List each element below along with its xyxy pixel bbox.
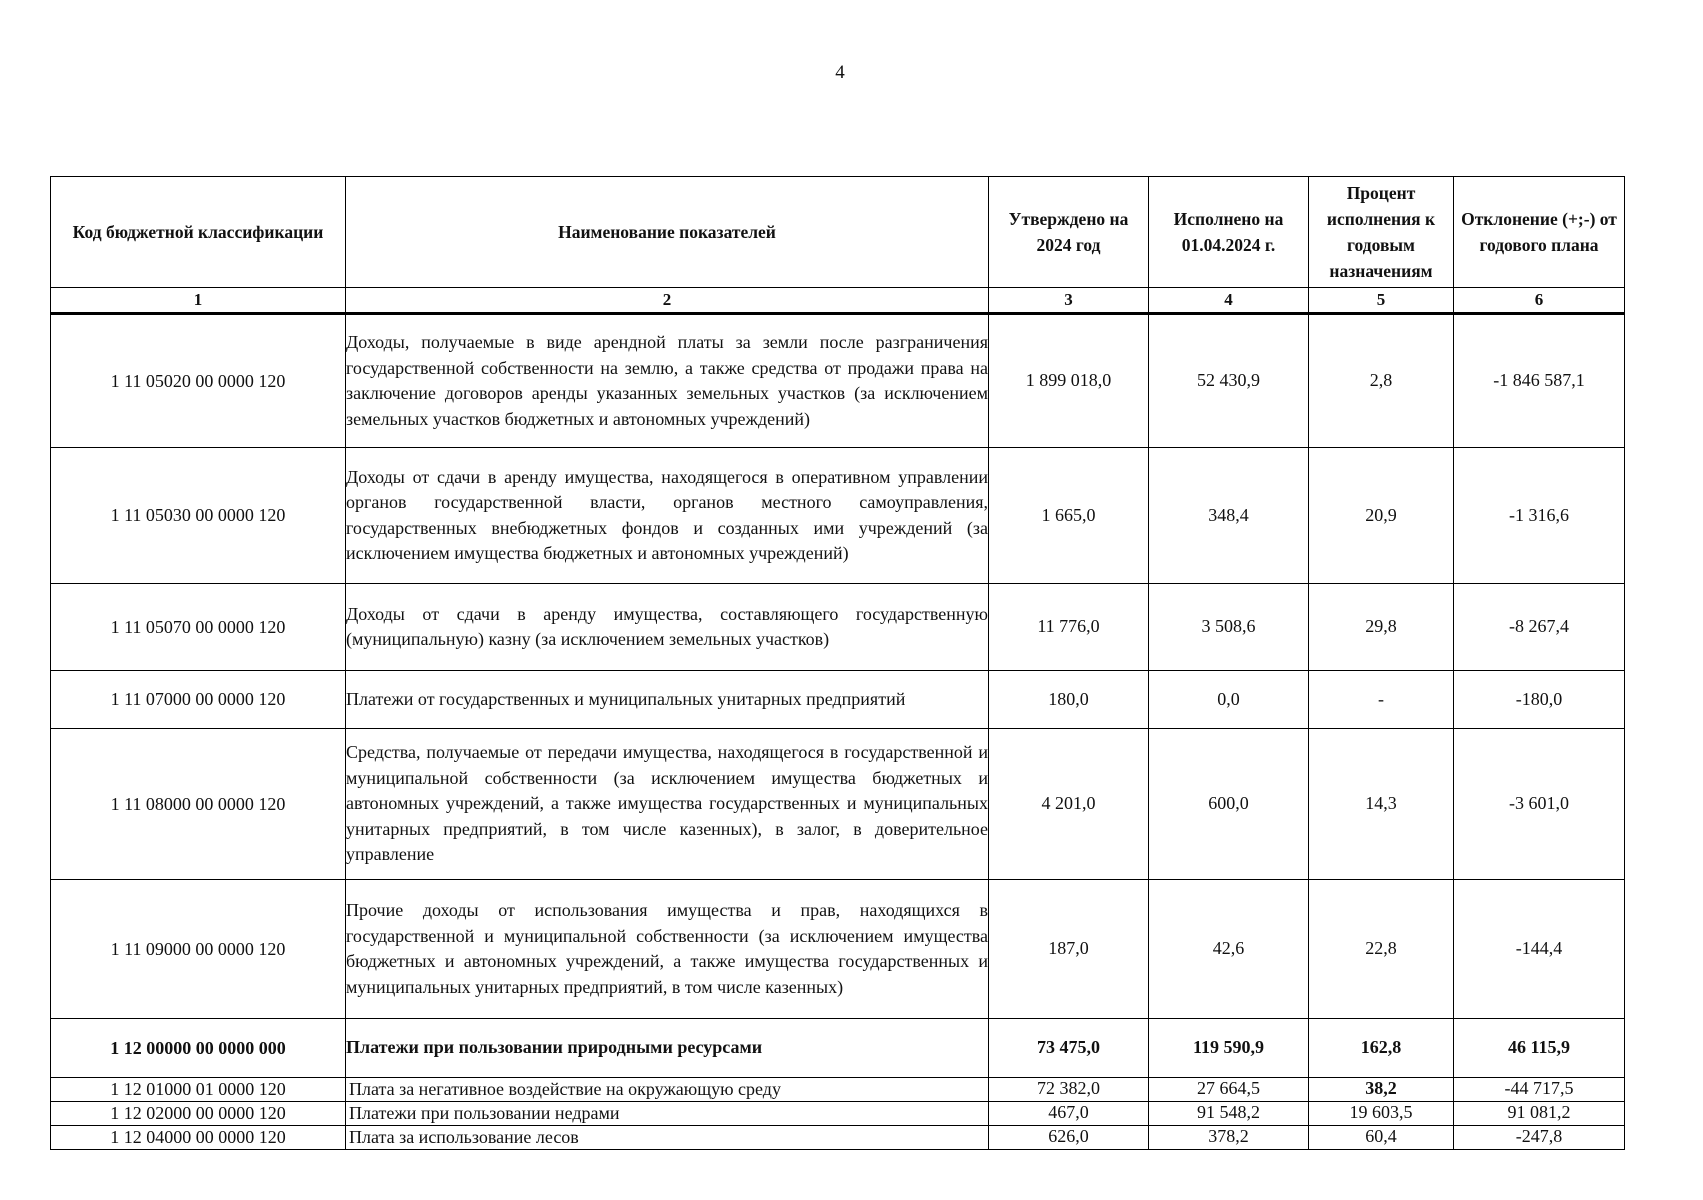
row-deviation: -8 267,4 (1454, 584, 1625, 671)
row-approved: 4 201,0 (989, 729, 1149, 880)
table-row (51, 880, 1625, 1019)
column-number: 5 (1309, 288, 1454, 314)
row-approved: 1 665,0 (989, 448, 1149, 584)
row-code: 1 11 08000 00 0000 120 (51, 729, 346, 880)
row-percent: 22,8 (1309, 880, 1454, 1019)
row-code: 1 11 09000 00 0000 120 (51, 880, 346, 1019)
row-approved: 73 475,0 (989, 1019, 1149, 1078)
row-executed: 119 590,9 (1149, 1019, 1309, 1078)
row-percent: 162,8 (1309, 1019, 1454, 1078)
row-code: 1 12 02000 00 0000 120 (51, 1102, 346, 1126)
header-percent: Процент исполнения к годовым назначениям (1309, 177, 1454, 288)
row-executed: 91 548,2 (1149, 1102, 1309, 1126)
row-name: Доходы от сдачи в аренду имущества, составляющего государственную (муниципальную) казну (за исключением земельных участков) (346, 584, 989, 671)
header-approved: Утверждено на 2024 год (989, 177, 1149, 288)
table-row (51, 1078, 1625, 1102)
header-name: Наименование показателей (346, 177, 989, 288)
row-percent: 19 603,5 (1309, 1102, 1454, 1126)
row-name: Платежи при пользовании недрами (346, 1102, 989, 1126)
row-approved: 180,0 (989, 671, 1149, 729)
header-deviation: Отклонение (+;-) от годового плана (1454, 177, 1625, 288)
page-number: 4 (835, 62, 845, 83)
row-approved: 467,0 (989, 1102, 1149, 1126)
row-percent: - (1309, 671, 1454, 729)
row-deviation: -180,0 (1454, 671, 1625, 729)
row-deviation: -144,4 (1454, 880, 1625, 1019)
budget-execution-table (50, 176, 1625, 1150)
row-code: 1 11 07000 00 0000 120 (51, 671, 346, 729)
row-deviation: 46 115,9 (1454, 1019, 1625, 1078)
table-row (51, 448, 1625, 584)
row-approved: 626,0 (989, 1126, 1149, 1150)
column-number: 3 (989, 288, 1149, 314)
table-row-summary (51, 1019, 1625, 1078)
column-number: 1 (51, 288, 346, 314)
row-code: 1 12 01000 01 0000 120 (51, 1078, 346, 1102)
row-code: 1 11 05070 00 0000 120 (51, 584, 346, 671)
row-name: Платежи от государственных и муниципальных унитарных предприятий (346, 671, 989, 729)
row-deviation: -1 316,6 (1454, 448, 1625, 584)
row-name: Плата за негативное воздействие на окружающую среду (346, 1078, 989, 1102)
row-percent: 38,2 (1309, 1078, 1454, 1102)
row-percent: 60,4 (1309, 1126, 1454, 1150)
row-deviation: -44 717,5 (1454, 1078, 1625, 1102)
row-name: Плата за использование лесов (346, 1126, 989, 1150)
row-name: Прочие доходы от использования имущества и прав, находящихся в государственной и муниципальной собственности (за исключением имущества бюджетных и автономных учреждений, а также имущества государственных и муниципальных унитарных предприятий, в том числе казенных) (346, 880, 989, 1019)
row-name: Средства, получаемые от передачи имущества, находящегося в государственной и муниципальной собственности (за исключением имущества бюджетных и автономных учреждений, а также имущества государственных и муниципальных унитарных предприятий, в том числе казенных), в залог, в доверительное управление (346, 729, 989, 880)
row-executed: 0,0 (1149, 671, 1309, 729)
header-code: Код бюджетной классификации (51, 177, 346, 288)
row-code: 1 12 00000 00 0000 000 (51, 1019, 346, 1078)
table-row (51, 314, 1625, 448)
row-percent: 20,9 (1309, 448, 1454, 584)
column-number: 4 (1149, 288, 1309, 314)
column-number-row (51, 288, 1625, 314)
row-deviation: -1 846 587,1 (1454, 314, 1625, 448)
column-number: 2 (346, 288, 989, 314)
row-percent: 14,3 (1309, 729, 1454, 880)
row-executed: 27 664,5 (1149, 1078, 1309, 1102)
row-code: 1 12 04000 00 0000 120 (51, 1126, 346, 1150)
table-row (51, 1126, 1625, 1150)
row-name: Доходы от сдачи в аренду имущества, находящегося в оперативном управлении органов государственной власти, органов местного самоуправления, государственных внебюджетных фондов и созданных ими учреждений (за исключением имущества бюджетных и автономных учреждений) (346, 448, 989, 584)
row-executed: 3 508,6 (1149, 584, 1309, 671)
row-name: Платежи при пользовании природными ресурсами (346, 1019, 989, 1078)
row-executed: 52 430,9 (1149, 314, 1309, 448)
row-deviation: -247,8 (1454, 1126, 1625, 1150)
table-row (51, 671, 1625, 729)
row-deviation: -3 601,0 (1454, 729, 1625, 880)
row-approved: 187,0 (989, 880, 1149, 1019)
row-deviation: 91 081,2 (1454, 1102, 1625, 1126)
table-row (51, 584, 1625, 671)
row-percent: 2,8 (1309, 314, 1454, 448)
row-code: 1 11 05030 00 0000 120 (51, 448, 346, 584)
table-row (51, 1102, 1625, 1126)
row-executed: 378,2 (1149, 1126, 1309, 1150)
column-number: 6 (1454, 288, 1625, 314)
row-approved: 72 382,0 (989, 1078, 1149, 1102)
row-executed: 42,6 (1149, 880, 1309, 1019)
table-row (51, 729, 1625, 880)
row-code: 1 11 05020 00 0000 120 (51, 314, 346, 448)
row-name: Доходы, получаемые в виде арендной платы за земли после разграничения государственной собственности на землю, а также средства от продажи права на заключение договоров аренды указанных земельных участков (за исключением земельных участков бюджетных и автономных учреждений) (346, 314, 989, 448)
row-approved: 11 776,0 (989, 584, 1149, 671)
header-executed: Исполнено на 01.04.2024 г. (1149, 177, 1309, 288)
table-header-row (51, 177, 1625, 288)
row-approved: 1 899 018,0 (989, 314, 1149, 448)
row-percent: 29,8 (1309, 584, 1454, 671)
row-executed: 348,4 (1149, 448, 1309, 584)
row-executed: 600,0 (1149, 729, 1309, 880)
